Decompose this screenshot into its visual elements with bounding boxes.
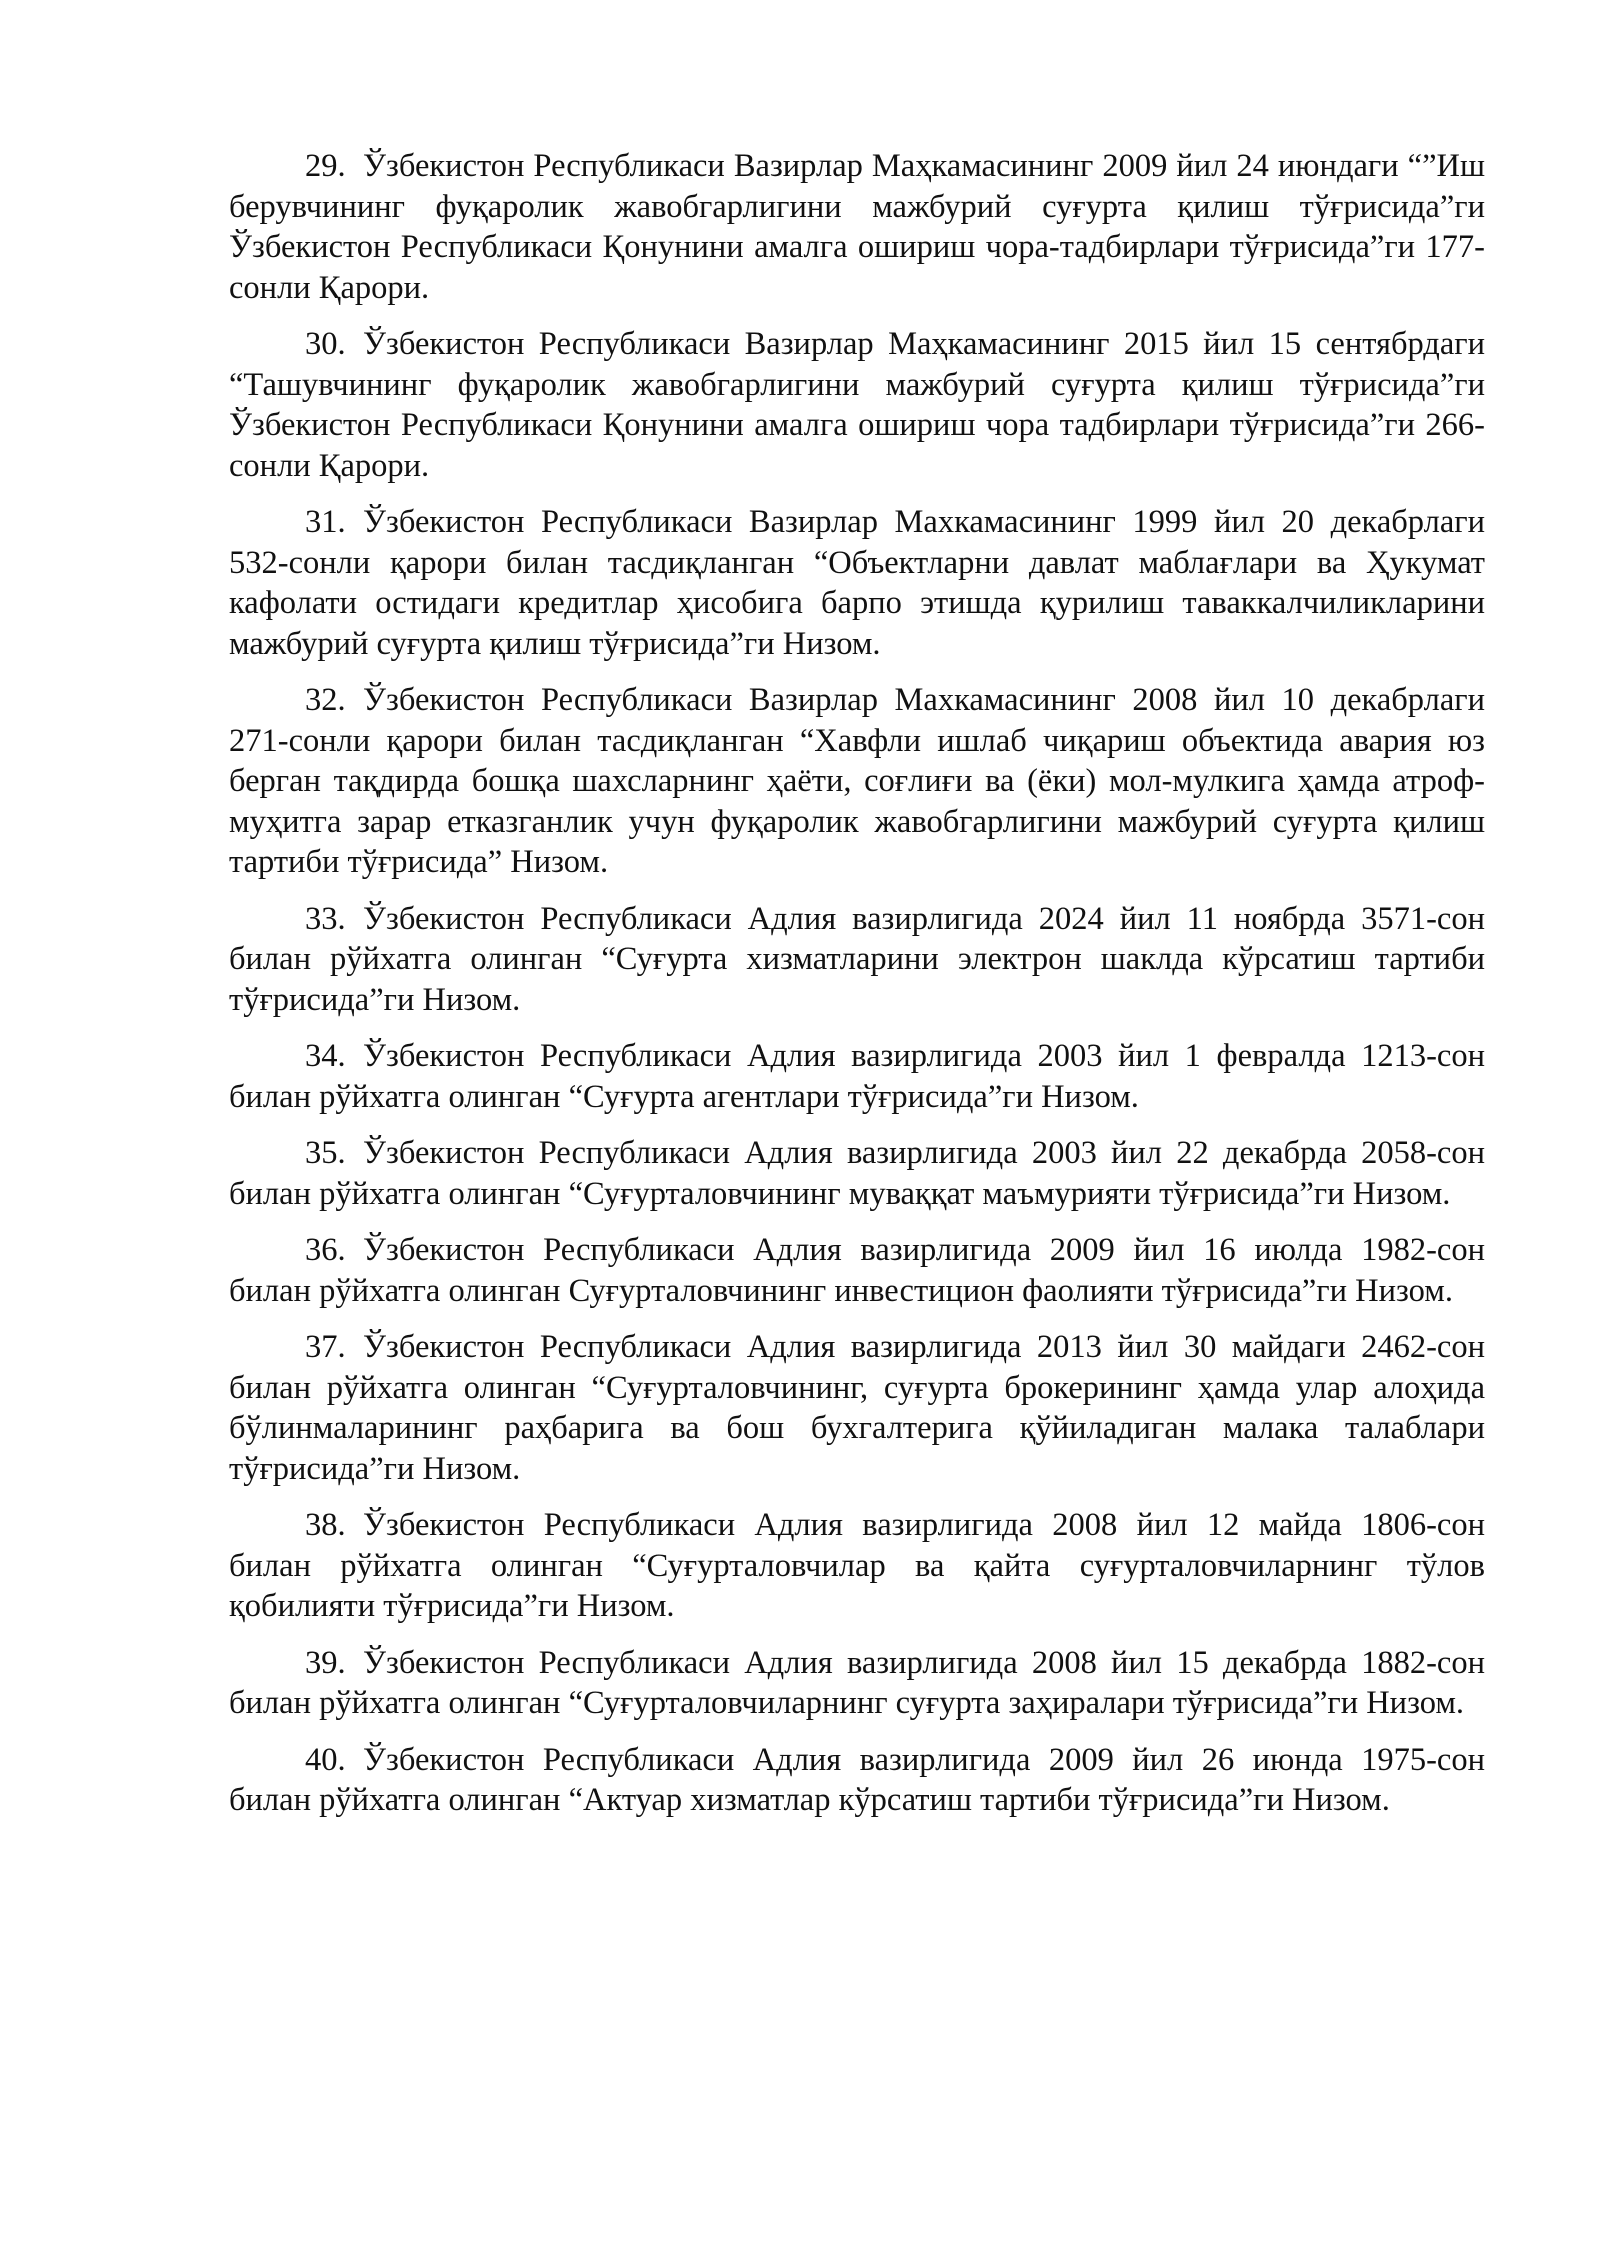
item-number: 35. — [305, 1135, 346, 1171]
item-number: 30. — [305, 326, 346, 362]
item-text: Ўзбекистон Республикаси Адлия вазирлигида 2003 йил 22 декабрда 2058-сон билан рўйхатга олинган “Суғурталовчининг муваққат маъмурияти тўғрисида”ги Низом. — [229, 1135, 1485, 1212]
list-item-39 — [229, 1643, 1485, 1724]
item-text: Ўзбекистон Республикаси Адлия вазирлигида 2008 йил 12 майда 1806-сон билан рўйхатга олинган “Суғурталовчилар ва қайта суғурталовчиларнинг тўлов қобилияти тўғрисида”ги Низом. — [229, 1507, 1485, 1624]
item-number: 33. — [305, 900, 346, 937]
list-item-37 — [229, 1327, 1485, 1489]
item-text: Ўзбекистон Республикаси Вазирлар Маҳкамасининг 2015 йил 15 сентябрдаги “Ташувчининг фуқаролик жавобгарлигини мажбурий суғурта қилиш тўғрисида”ги Ўзбекистон Республикаси Қонунини амалга ошириш чора тадбирлари тўғрисида”ги 266-сонли Қарори. — [229, 326, 1485, 484]
list-item-30 — [229, 324, 1485, 486]
item-text: Ўзбекистон Республикаси Адлия вазирлигида 2008 йил 15 декабрда 1882-сон билан рўйхатга олинган “Суғурталовчиларнинг суғурта заҳиралари тўғрисида”ги Низом. — [229, 1644, 1485, 1721]
item-text: Ўзбекистон Республикаси Вазирлар Махкамасининг 2008 йил 10 декабрлаги 271-сонли қарори билан тасдиқланган “Хавфли ишлаб чиқариш объектида авария юз берган тақдирда бошқа шахсларнинг ҳаёти, соғлиғи ва (ёки) мол-мулкига ҳамда атроф-муҳитга зарар етказганлик учун фуқаролик жавобгарлигини мажбурий суғурта қилиш тартиби тўғрисида” Низом. — [229, 682, 1485, 880]
item-text: Ўзбекистон Республикаси Вазирлар Маҳкамасининг 2009 йил 24 июндаги “”Иш берувчининг фуқаролик жавобгарлигини мажбурий суғурта қилиш тўғрисида”ги Ўзбекистон Республикаси Қонунини амалга ошириш чора-тадбирлари тўғрисида”ги 177-сонли Қарори. — [229, 148, 1485, 306]
item-number: 38. — [305, 1507, 346, 1543]
list-item-33 — [229, 899, 1485, 1021]
item-text: Ўзбекистон Республикаси Вазирлар Махкамасининг 1999 йил 20 декабрлаги 532-сонли қарори билан тасдиқланган “Объектларни давлат маблағлари ва Ҳукумат кафолати остидаги кредитлар ҳисобига барпо этишда қурилиш таваккалчиликларини мажбурий суғурта қилиш тўғрисида”ги Низом. — [229, 504, 1485, 662]
item-number: 32. — [305, 682, 346, 718]
item-number: 36. — [305, 1232, 346, 1268]
item-number: 40. — [305, 1741, 346, 1778]
list-item-31 — [229, 502, 1485, 664]
item-number: 39. — [305, 1644, 346, 1681]
item-number: 37. — [305, 1329, 346, 1365]
list-item-32 — [229, 680, 1485, 883]
item-text: Ўзбекистон Республикаси Адлия вазирлигида 2013 йил 30 майдаги 2462-сон билан рўйхатга олинган “Суғурталовчининг, суғурта брокерининг ҳамда улар алоҳида бўлинмаларининг раҳбарига ва бош бухгалтерига қўйиладиган малака талаблари тўғрисида”ги Низом. — [229, 1329, 1485, 1487]
list-item-29 — [229, 146, 1485, 308]
list-item-35 — [229, 1133, 1485, 1214]
item-text: Ўзбекистон Республикаси Адлия вазирлигида 2009 йил 26 июнда 1975-сон билан рўйхатга олинган “Актуар хизматлар кўрсатиш тартиби тўғрисида”ги Низом. — [229, 1741, 1485, 1818]
list-item-34 — [229, 1036, 1485, 1117]
document-page — [229, 146, 1485, 1837]
item-text: Ўзбекистон Республикаси Адлия вазирлигида 2024 йил 11 ноябрда 3571-сон билан рўйхатга олинган “Суғурта хизматларини электрон шаклда кўрсатиш тартиби тўғрисида”ги Низом. — [229, 900, 1485, 1018]
list-item-40 — [229, 1740, 1485, 1821]
list-item-36 — [229, 1230, 1485, 1311]
item-number: 31. — [305, 504, 346, 540]
item-text: Ўзбекистон Республикаси Адлия вазирлигида 2003 йил 1 февралда 1213-сон билан рўйхатга олинган “Суғурта агентлари тўғрисида”ги Низом. — [229, 1038, 1485, 1115]
item-number: 29. — [305, 148, 346, 184]
list-item-38 — [229, 1505, 1485, 1627]
item-number: 34. — [305, 1038, 346, 1074]
item-text: Ўзбекистон Республикаси Адлия вазирлигида 2009 йил 16 июлда 1982-сон билан рўйхатга олинган Суғурталовчининг инвестицион фаолияти тўғрисида”ги Низом. — [229, 1232, 1485, 1309]
